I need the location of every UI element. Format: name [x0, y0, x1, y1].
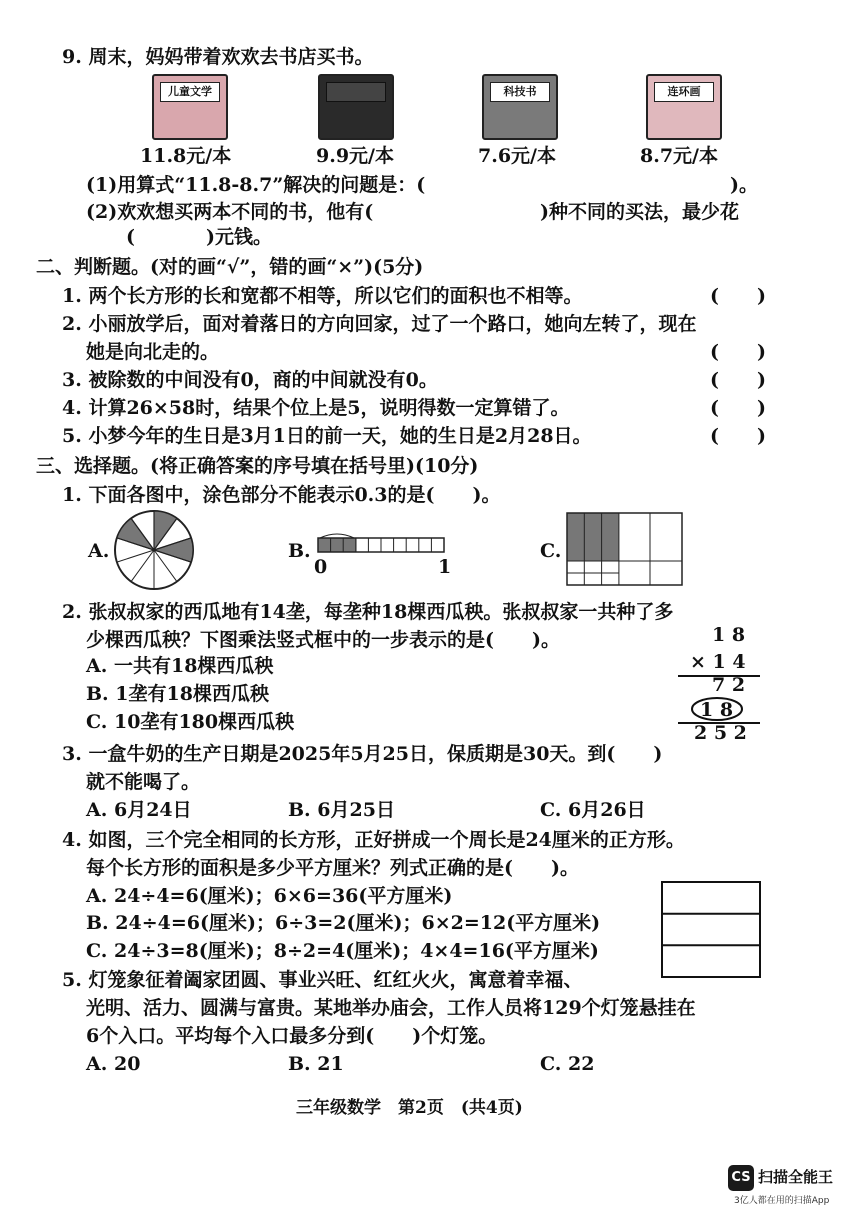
- choice-q1-stem: 1. 下面各图中，涂色部分不能表示0.3的是( )。: [62, 484, 501, 506]
- choice-q5-option-c: C. 22: [540, 1053, 595, 1075]
- book-price: 11.8元/本: [140, 145, 232, 167]
- option-a-label: A.: [88, 540, 110, 562]
- number-line-figure: [316, 528, 448, 558]
- choice-q4-option-a: A. 24÷4=6(厘米)；6×6=36(平方厘米): [86, 885, 453, 907]
- judge-item-2: 2. 小丽放学后，面对着落日的方向回家，过了一个路口，她向左转了，现在: [62, 313, 697, 335]
- pie-figure: [112, 508, 196, 592]
- judge-item-5: 5. 小梦今年的生日是3月1日的前一天，她的生日是2月28日。: [62, 425, 592, 447]
- book-comic: [646, 74, 722, 140]
- choice-header: 三、选择题。(将正确答案的序号填在括号里)(10分): [36, 455, 479, 477]
- q9-sub2: (2)欢欢想买两本不同的书，他有(: [86, 201, 374, 223]
- calc-circle: [690, 696, 744, 722]
- book-title: 科技书: [490, 82, 550, 102]
- choice-q2-option-a: A. 一共有18棵西瓜秧: [86, 655, 274, 677]
- choice-q3-option-b: B. 6月25日: [288, 799, 395, 821]
- calc-row4-boxed: 1 8: [700, 699, 734, 721]
- number-line-zero: 0: [314, 556, 328, 578]
- choice-q2-line1: 2. 张叔叔家的西瓜地有14垄，每垄种18棵西瓜秧。张叔叔家一共种了多: [62, 601, 674, 623]
- watermark-tagline: 3亿人都在用的扫描App: [734, 1196, 830, 1206]
- calc-row3: 7 2: [712, 674, 746, 696]
- page-footer: 三年级数学 第2页 (共4页): [296, 1098, 523, 1118]
- answer-paren[interactable]: ( ): [710, 369, 766, 391]
- number-line-one: 1: [438, 556, 452, 578]
- choice-q4-line2: 每个长方形的面积是多少平方厘米？列式正确的是( )。: [86, 857, 579, 879]
- judge-item-4: 4. 计算26×58时，结果个位上是5，说明得数一定算错了。: [62, 397, 570, 419]
- choice-q2-line2: 少棵西瓜秧？下图乘法竖式框中的一步表示的是( )。: [86, 629, 560, 651]
- camscanner-logo-icon: CS: [728, 1165, 754, 1191]
- book-children-literature: [152, 74, 228, 140]
- book-price: 8.7元/本: [640, 145, 718, 167]
- book-science: [482, 74, 558, 140]
- choice-q5-line3: 6个入口。平均每个入口最多分到( )个灯笼。: [86, 1025, 498, 1047]
- answer-paren[interactable]: ( ): [710, 425, 766, 447]
- grid-figure: [566, 512, 684, 586]
- q9-sub1: (1)用算式“11.8-8.7”解决的问题是：(: [86, 174, 426, 196]
- book-price: 9.9元/本: [316, 145, 394, 167]
- q9-sub2-cont: )种不同的买法，最少花: [540, 201, 739, 223]
- q9-sub2-paren: (: [126, 226, 135, 248]
- choice-q3-line1: 3. 一盒牛奶的生产日期是2025年5月25日，保质期是30天。到( ): [62, 743, 663, 765]
- choice-q4-option-b: B. 24÷4=6(厘米)；6÷3=2(厘米)；6×2=12(平方厘米): [86, 912, 601, 934]
- q9-sub2-end: )元钱。: [206, 226, 272, 248]
- answer-paren[interactable]: ( ): [710, 397, 766, 419]
- choice-q3-line2: 就不能喝了。: [86, 771, 201, 793]
- answer-paren[interactable]: ( ): [710, 341, 766, 363]
- book-title: 儿童文学: [160, 82, 220, 102]
- book-title: [326, 82, 386, 102]
- answer-paren[interactable]: ( ): [710, 285, 766, 307]
- choice-q5-line2: 光明、活力、圆满与富贵。某地举办庙会，工作人员将129个灯笼悬挂在: [86, 997, 696, 1019]
- judge-item-3: 3. 被除数的中间没有0，商的中间就没有0。: [62, 369, 438, 391]
- choice-q2-option-c: C. 10垄有180棵西瓜秧: [86, 711, 295, 733]
- watermark-name: 扫描全能王: [758, 1168, 834, 1186]
- calc-row1: 1 8: [712, 624, 746, 646]
- option-c-label: C.: [540, 540, 562, 562]
- calc-row5: 2 5 2: [694, 722, 747, 744]
- choice-q5-option-a: A. 20: [86, 1053, 141, 1075]
- choice-q5-option-b: B. 21: [288, 1053, 344, 1075]
- square-of-rectangles-figure: [660, 880, 764, 980]
- q9-sub1-end: )。: [730, 174, 758, 196]
- judge-item-2-cont: 她是向北走的。: [86, 341, 220, 363]
- book-price: 7.6元/本: [478, 145, 556, 167]
- q9-stem: 9. 周末，妈妈带着欢欢去书店买书。: [62, 46, 374, 68]
- calc-row2: × 1 4: [690, 651, 746, 673]
- choice-q3-option-a: A. 6月24日: [86, 799, 192, 821]
- book-title: 连环画: [654, 82, 714, 102]
- book-dark: [318, 74, 394, 140]
- choice-q2-option-b: B. 1垄有18棵西瓜秧: [86, 683, 269, 705]
- choice-q3-option-c: C. 6月26日: [540, 799, 646, 821]
- option-b-label: B.: [288, 540, 311, 562]
- judge-header: 二、判断题。(对的画“√”，错的画“×”)(5分): [36, 256, 424, 278]
- choice-q5-line1: 5. 灯笼象征着阖家团圆、事业兴旺、红红火火，寓意着幸福、: [62, 969, 583, 991]
- judge-item-1: 1. 两个长方形的长和宽都不相等，所以它们的面积也不相等。: [62, 285, 583, 307]
- choice-q4-line1: 4. 如图，三个完全相同的长方形，正好拼成一个周长是24厘米的正方形。: [62, 829, 685, 851]
- choice-q4-option-c: C. 24÷3=8(厘米)；8÷2=4(厘米)；4×4=16(平方厘米): [86, 940, 599, 962]
